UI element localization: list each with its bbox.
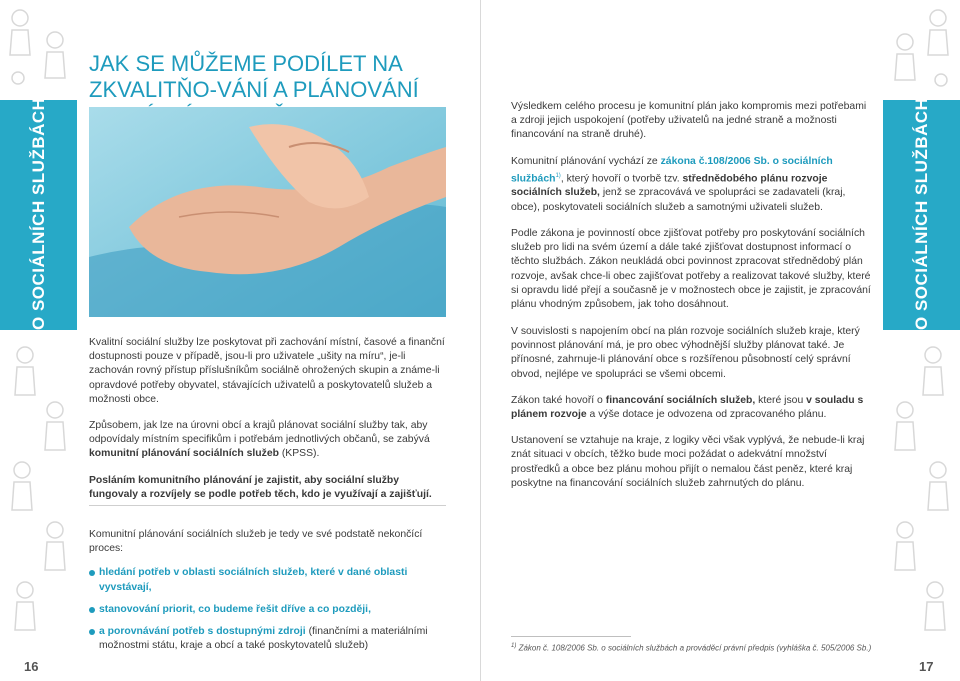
page-number-right: 17: [919, 659, 934, 674]
paragraph: Kvalitní sociální služby lze poskytovat při zachování místní, časové a finanční dostupnosti pouze v případě, jsou-li pro uživatele „ušity na míru“, je-li zachován rovný přístup příslušníkům sociálně ohrožených skupin a známe-li opravdové potřeby obyvatel, stávajících uživatelů a poskytovatelů služeb a možnosti obce.: [89, 337, 445, 405]
paragraph: Podle zákona je povinností obce zjišťovat potřeby pro poskytování sociálních služeb pro lidi na svém území a dále také zjišťovat dostupnost informací o těchto službách. Zákon neukládá obci povinnost zpracovat střednědobý plán rozvoje, avšak chce-li obec zajišťovat potřeby a realizovat takové služby, které si opravdu lidé přejí a současně je v možnostech obce je zajistit, je zpracování plánu vhodným způsobem, jak toho dosáhnout.: [511, 227, 871, 310]
sidebar-band: [0, 97, 77, 330]
bullet-icon: [89, 607, 95, 613]
footnote-rule: [511, 636, 631, 637]
list-item: a porovnávání potřeb s dostupnými zdroji (finančními a materiálními možnostmi státu, kraje a obcí a také poskytovatelů služeb): [89, 625, 449, 653]
bullet-icon: [89, 570, 95, 576]
page-title: JAK SE MŮŽEME PODÍLET NA ZKVALITŇO-VÁNÍ A PLÁNOVÁNÍ: [89, 50, 419, 102]
page-number-left: 16: [24, 659, 39, 674]
paragraph: Ustanovení se vztahuje na kraje, z logiky věci však vyplývá, že nebude-li kraj znát situaci v obcích, těžko bude moci požádat o adekvátní množství prostředků a obce bez plánu mohou přijít o nemalou část peněz, které kraj poskytne na financování sociálních služeb zahrnutých do plánu.: [511, 435, 865, 489]
process-list: [89, 528, 449, 661]
children-pattern-icon: [0, 335, 77, 635]
left-text-column: [89, 336, 449, 514]
right-sidebar: [883, 0, 960, 681]
hands-photo: [89, 107, 446, 317]
law-link: zákona č.108/2006 Sb. o sociálních službách: [511, 155, 833, 185]
paragraph: V souvislosti s napojením obcí na plán rozvoje sociálních služeb kraje, který povinnost plánování má, je pro obec výhodnější služby plánovat také. Je přínosné, zahrnuje-li plánování obce s rozšířenou působností celý správní obvod, nejlépe ve spolupráci se všemi obcemi.: [511, 326, 860, 380]
right-text-column-top: [511, 100, 874, 324]
paragraph: Způsobem, jak lze na úrovni obcí a krajů plánovat sociální služby tak, aby odpovídaly místním specifikům i potřebám jednotlivých občanů, se zabývá komunitní plánování sociálních služeb (KPSS).: [89, 420, 430, 460]
left-sidebar: [0, 0, 77, 681]
sidebar-band: [883, 97, 960, 330]
footnote: $^{1)}$ Zákon č. 108/2006 Sb. o sociálních službách a prováděcí právní předpis (vyhláška č. 505/2006 Sb.): [511, 643, 872, 653]
paragraph: Výsledkem celého procesu je komunitní plán jako kompromis mezi potřebami a zdroji jejich uspokojení (potřeby uživatelů na jedné straně a možnosti financování na straně druhé).: [511, 101, 867, 141]
list-item: stanovování priorit, co budeme řešit dříve a co později,: [89, 603, 449, 617]
mission-paragraph: Posláním komunitního plánování je zajistit, aby sociální služby fungovaly a rozvíjely se podle potřeb těch, kdo je využívají a zajišťují.: [89, 474, 432, 500]
children-pattern-icon: [0, 0, 77, 100]
page-spine: [480, 0, 481, 681]
sidebar-label: O SOCIÁLNÍCH SLUŽBÁCH: [28, 97, 48, 330]
sidebar-label: O SOCIÁLNÍCH SLUŽBÁCH: [911, 97, 931, 330]
list-intro: Komunitní plánování sociálních služeb je tedy ve své podstatě nekončící proces:: [89, 529, 423, 555]
list-item: hledání potřeb v oblasti sociálních služeb, které v dané oblasti vyvstávají,: [89, 566, 449, 594]
paragraph: Zákon také hovoří o financování sociálních služeb, které jsou v souladu s plánem rozvoje a výše dotace je odvozena od zpracovaného plánu.: [511, 394, 864, 421]
children-pattern-icon: [883, 0, 960, 100]
right-text-column-bottom: [511, 325, 874, 503]
paragraph: Komunitní plánování vychází ze zákona č.108/2006 Sb. o sociálních službách$^{1)}$, který hovoří o tvorbě tzv. střednědobého plánu rozvoje sociálních služeb, jenž se zpracovává ve spolupráci se zadavateli (kraj, obce), poskytovateli sociálních služeb a samotnými uživateli služeb.: [511, 155, 846, 213]
children-pattern-icon: [883, 335, 960, 635]
divider: [89, 505, 446, 506]
bullet-icon: [89, 629, 95, 635]
